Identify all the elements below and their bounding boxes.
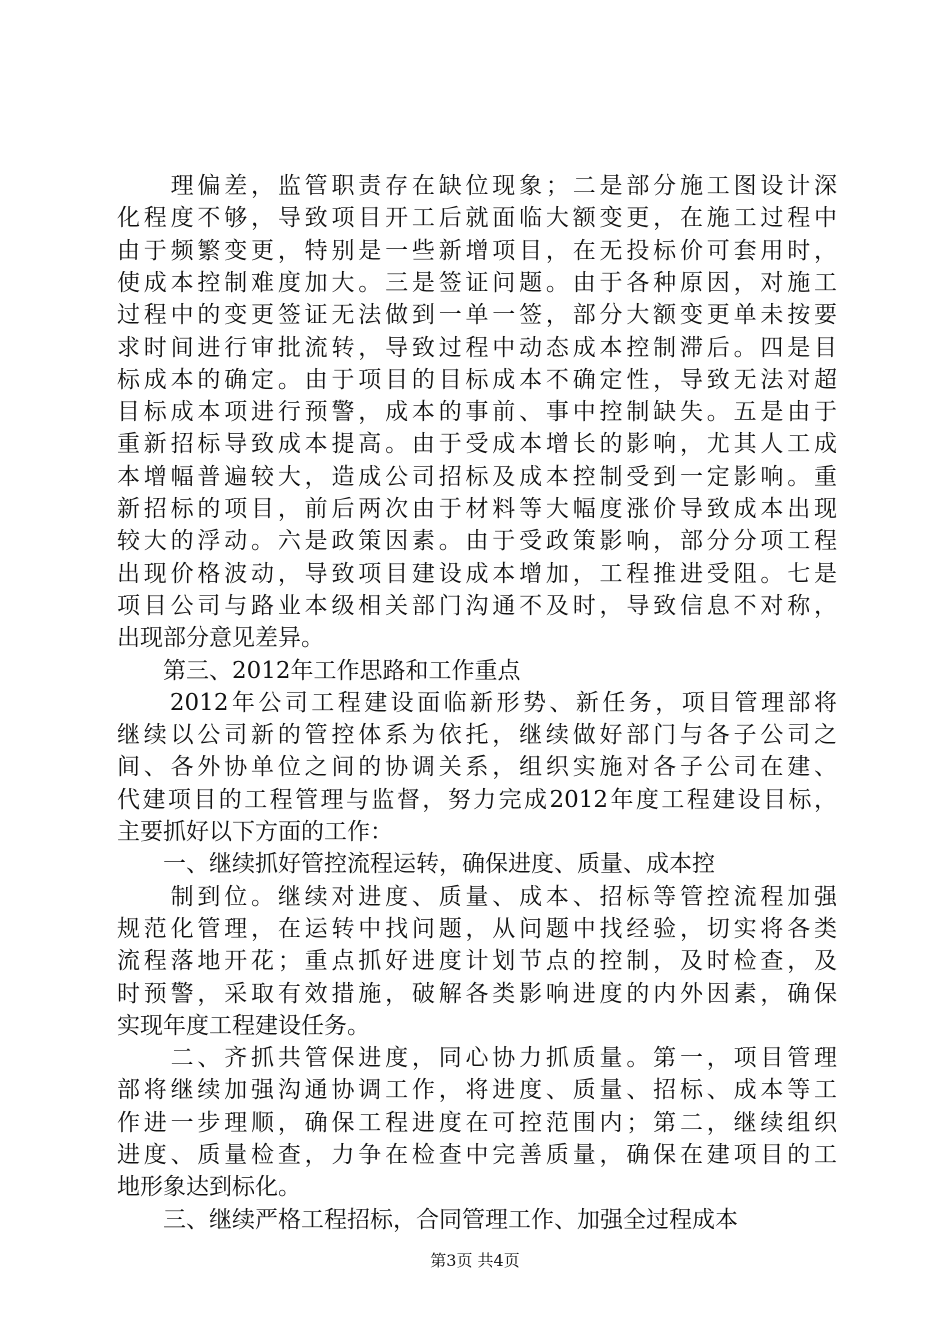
text-line: 实现年度工程建设任务。	[117, 1012, 370, 1039]
text-line: 继续以公司新的管控体系为依托，继续做好部门与各子公司之	[117, 722, 837, 749]
text-line: 一、继续抓好管控流程运转，确保进度、质量、成本控	[117, 851, 715, 878]
text-line: 第三、2012年工作思路和工作重点	[117, 657, 521, 684]
text-line: 目标成本项进行预警，成本的事前、事中控制缺失。五是由于	[117, 399, 837, 426]
text-line: 间、各外协单位之间的协调关系，组织实施对各子公司在建、	[117, 754, 837, 781]
text-line: 作进一步理顺，确保工程进度在可控范围内；第二，继续组织	[117, 1109, 837, 1136]
text-line: 二、齐抓共管保进度，同心协力抓质量。第一，项目管理	[117, 1045, 837, 1072]
text-line: 使成本控制难度加大。三是签证问题。由于各种原因，对施工	[117, 269, 837, 296]
text-line: 由于频繁变更，特别是一些新增项目，在无投标价可套用时，	[117, 237, 837, 264]
text-line: 出现价格波动，导致项目建设成本增加，工程推进受阻。七是	[117, 560, 837, 587]
text-line: 标成本的确定。由于项目的目标成本不确定性，导致无法对超	[117, 366, 837, 393]
text-line: 2012年公司工程建设面临新形势、新任务，项目管理部将	[117, 689, 837, 716]
text-line: 理偏差，监管职责存在缺位现象；二是部分施工图设计深	[117, 173, 837, 199]
text-line: 三、继续严格工程招标，合同管理工作、加强全过程成本	[117, 1206, 738, 1233]
text-line: 主要抓好以下方面的工作：	[117, 819, 393, 845]
text-line: 新招标的项目，前后两次由于材料等大幅度涨价导致成本出现	[117, 496, 837, 522]
text-line: 出现部分意见差异。	[117, 625, 324, 652]
text-line: 代建项目的工程管理与监督，努力完成2012年度工程建设目标，	[117, 786, 837, 813]
page-footer: 第3页 共4页	[430, 1251, 520, 1270]
text-line: 进度、质量检查，力争在检查中完善质量，确保在建项目的工	[117, 1142, 837, 1168]
text-line: 部将继续加强沟通协调工作，将进度、质量、招标、成本等工	[117, 1077, 837, 1104]
text-line: 化程度不够，导致项目开工后就面临大额变更，在施工过程中	[117, 205, 837, 232]
text-line: 本增幅普遍较大，造成公司招标及成本控制受到一定影响。重	[117, 463, 837, 490]
text-line: 时预警，采取有效措施，破解各类影响进度的内外因素，确保	[117, 980, 837, 1007]
text-line: 制到位。继续对进度、质量、成本、招标等管控流程加强	[117, 883, 837, 910]
text-line: 重新招标导致成本提高。由于受成本增长的影响，尤其人工成	[117, 431, 837, 458]
text-line: 规范化管理，在运转中找问题，从问题中找经验，切实将各类	[117, 915, 837, 942]
text-line: 求时间进行审批流转，导致过程中动态成本控制滞后。四是目	[117, 334, 837, 361]
text-line: 项目公司与路业本级相关部门沟通不及时，导致信息不对称，	[117, 592, 837, 619]
text-line: 流程落地开花；重点抓好进度计划节点的控制，及时检查，及	[117, 948, 837, 975]
text-line: 过程中的变更签证无法做到一单一签，部分大额变更单未按要	[117, 302, 837, 329]
text-line: 较大的浮动。六是政策因素。由于受政策影响，部分分项工程	[117, 528, 837, 555]
text-line: 地形象达到标化。	[117, 1174, 301, 1201]
